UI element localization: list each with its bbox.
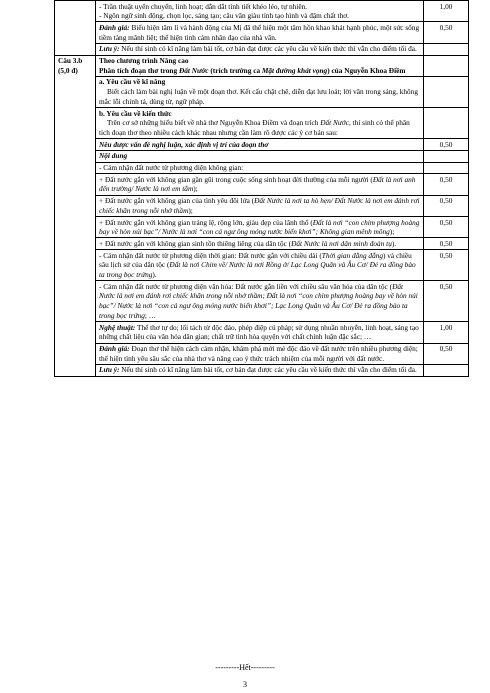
text: ); bbox=[193, 184, 198, 194]
score-cell bbox=[424, 174, 469, 195]
task-title bbox=[99, 66, 420, 76]
criteria-lead: Đánh giá: bbox=[99, 22, 130, 32]
question-cell bbox=[55, 55, 96, 376]
score: 0,50 bbox=[439, 196, 453, 206]
issue-cell bbox=[96, 139, 424, 151]
criteria-cell bbox=[96, 162, 424, 174]
heading-text: a. Yêu cầu về kĩ năng bbox=[99, 77, 166, 87]
skill-row bbox=[55, 76, 469, 107]
question-points bbox=[58, 66, 92, 76]
issue-text: Nêu được vấn đề nghị luận, xác định vị trí của đoạn thơ bbox=[99, 139, 269, 149]
question-header-row bbox=[55, 55, 469, 76]
program-label bbox=[99, 56, 420, 66]
criteria-cell bbox=[96, 322, 424, 343]
criteria-text: Nếu thí sinh có kĩ năng làm bài tốt, cơ bản đạt được các yêu cầu về kiến thức thì vẫn cho điểm tối đa. bbox=[119, 365, 417, 375]
text: (trích trường ca bbox=[208, 65, 262, 75]
score-cell bbox=[424, 195, 469, 216]
score-cell bbox=[424, 55, 469, 76]
knowledge-row bbox=[55, 108, 469, 139]
work-title: Đất Nước bbox=[178, 65, 209, 75]
art-row bbox=[55, 322, 469, 343]
score-cell bbox=[424, 43, 469, 55]
score-cell bbox=[424, 162, 469, 174]
eval-row bbox=[55, 343, 469, 364]
score: 0,50 bbox=[439, 238, 453, 248]
space-intro-row bbox=[55, 162, 469, 174]
text: ). bbox=[391, 238, 397, 248]
text: - Cảm nhận đất nước từ phương diện thời gian: Đất nước gắn với chiều dài ( bbox=[99, 250, 322, 260]
quoted-verse: Thời gian đằng đẵng bbox=[321, 250, 384, 260]
text: Trên cơ sở những hiểu biết về nhà thơ Nguyễn Khoa Điềm và đoạn trích bbox=[107, 118, 321, 128]
question-cell bbox=[55, 1, 96, 56]
text: thí sinh có thể phân tích đoạn thơ theo nhiều cách khác nhau nhưng cần làm rõ được các ý cơ bản sau: bbox=[99, 118, 410, 137]
criteria-row bbox=[55, 43, 469, 55]
score: 0,50 bbox=[439, 250, 453, 260]
score-cell bbox=[424, 238, 469, 250]
skill-heading bbox=[99, 77, 420, 87]
skill-text bbox=[99, 87, 420, 106]
criteria-text: - Trần thuật uyển chuyển, linh hoạt; dẫn dắt tình tiết khéo léo, tự nhiên. - Ngôn ngữ sinh động, chọn lọc, sáng tạo; câu văn giàu tính tạo hình và đậm chất thơ. bbox=[99, 1, 349, 21]
score: 0,50 bbox=[439, 22, 453, 32]
end-marker: ---------Hết--------- bbox=[215, 663, 275, 672]
score: 1,00 bbox=[439, 322, 453, 332]
criteria-text: Đoạn thơ thể hiện cách cảm nhận, khám phá mới mẻ độc đáo về đất nước trên nhiều phương diện; thể hiện tình yêu sâu sắc của nhà thơ và nâng cao ý thức trách nhiệm của mỗi người với đất nước. bbox=[99, 344, 418, 363]
score-cell bbox=[424, 281, 469, 322]
text: ); bbox=[188, 205, 193, 215]
score-cell bbox=[424, 343, 469, 364]
score-cell bbox=[424, 150, 469, 162]
space-item-row bbox=[55, 174, 469, 195]
text: ) và chiều sâu lịch sử của dân tộc ( bbox=[99, 250, 412, 270]
answer-key-table bbox=[54, 0, 469, 377]
time-row bbox=[55, 250, 469, 281]
knowledge-text bbox=[99, 118, 420, 137]
criteria-cell bbox=[96, 43, 424, 55]
heading-text: b. Yêu cầu về kiến thức bbox=[99, 108, 172, 118]
paragraph: Biết cách làm bài nghị luận về một đoạn thơ. Kết cấu chặt chẽ, diễn đạt lưu loát; lời văn trong sáng, không mắc lỗi chính tả, dùng từ, ngữ pháp. bbox=[99, 87, 418, 106]
score-cell bbox=[424, 364, 469, 376]
criteria-cell bbox=[96, 217, 424, 238]
criteria-cell bbox=[96, 195, 424, 216]
text: ); bbox=[389, 227, 395, 237]
note2-row bbox=[55, 364, 469, 376]
criteria-lead: Lưu ý: bbox=[99, 44, 120, 54]
criteria-text: - Cảm nhận đất nước từ phương diện không gian: bbox=[99, 163, 244, 173]
task-cell bbox=[96, 55, 424, 76]
score: 0,50 bbox=[439, 217, 453, 227]
criteria-cell bbox=[96, 343, 424, 364]
text: - Cảm nhận đất nước từ phương diện văn hóa: Đất nước gắn liền với chiều sâu văn hóa của dân tộc ( bbox=[99, 281, 393, 291]
score-cell bbox=[424, 108, 469, 139]
score-cell bbox=[424, 250, 469, 281]
content-heading: Nội dung bbox=[99, 151, 128, 161]
space-item-row bbox=[55, 238, 469, 250]
issue-row bbox=[55, 139, 469, 151]
space-item-row bbox=[55, 217, 469, 238]
quoted-verse: Đất là nơi Chim về/ Nước là nơi Rồng ở/ Lạc Long Quân và Âu Cơ/ Đẻ ra đồng bào ta trong bọc trứng bbox=[99, 260, 416, 280]
criteria-text: Biểu hiện tâm lí và hành động của Mị đã thể hiện một tâm hồn khao khát hạnh phúc, một sức sống tiềm tàng mãnh liệt; thể hiện tình cảm nhân đạo của nhà văn. bbox=[99, 22, 420, 42]
criteria-cell bbox=[96, 22, 424, 43]
quoted-verse: Đất Nước là nơi em đánh rơi chiếc khăn trong nỗi nhớ thầm; Đất là nơi “con chim phượng hoàng bay về hòn núi bạc”/ Nước là nơi “con cá ngư ông móng nước biển khơi”; Lạc Long Quân và Âu Cơ/ Đẻ ra đồng bào ta trong bọc trứng bbox=[99, 281, 418, 320]
criteria-row bbox=[55, 22, 469, 43]
criteria-lead: Lưu ý: bbox=[99, 365, 120, 375]
question-label bbox=[58, 56, 92, 66]
criteria-text: Thể thơ tự do; lối tách từ độc đáo, phép điệp cú pháp; sử dụng nhuần nhuyễn, linh hoạt, sáng tạo những chất liệu của văn hóa dân gian; chất trữ tình hòa quyện với chất chính luận đặc sắc; … bbox=[99, 322, 419, 342]
score: 0,50 bbox=[439, 281, 453, 291]
score-cell bbox=[424, 139, 469, 151]
criteria-cell bbox=[96, 174, 424, 195]
quoted-verse: Đất Nước là nơi dân mình đoàn tụ bbox=[291, 238, 392, 248]
text: + Đất nước gắn với không gian gần gũi trong cuộc sống sinh hoạt đời thường của mỗi người ( bbox=[99, 174, 373, 184]
criteria-text: Nếu thí sinh có kĩ năng làm bài tốt, cơ bản đạt được các yêu cầu về kiến thức thì vẫn cho điểm tối đa. bbox=[119, 44, 417, 54]
program-text: Theo chương trình Nâng cao bbox=[99, 56, 189, 66]
text: + Đất nước gắn với không gian sinh tồn thiêng liêng của dân tộc ( bbox=[99, 238, 292, 248]
text: ). bbox=[152, 270, 157, 280]
score: 0,50 bbox=[439, 174, 453, 184]
question-points-text: (5,0 đ) bbox=[58, 65, 78, 75]
score: 0,50 bbox=[439, 139, 453, 149]
culture-row bbox=[55, 281, 469, 322]
criteria-row bbox=[55, 1, 469, 22]
question-number: Câu 3.b bbox=[58, 56, 83, 66]
score: 0,50 bbox=[439, 344, 453, 353]
text: + Đất nước gắn với không gian của tình yêu đôi lứa ( bbox=[99, 196, 255, 206]
content-heading-row bbox=[55, 150, 469, 162]
knowledge-cell bbox=[96, 108, 424, 139]
text: Phân tích đoạn thơ trong bbox=[99, 65, 179, 75]
skill-cell bbox=[96, 76, 424, 107]
criteria-cell bbox=[96, 1, 424, 22]
quoted-verse: Đất là nơi “con chim phượng hoàng bay về hòn núi bạc”/ Nước là nơi “con cá ngư ông móng nước biển khơi”; Không gian mênh mông bbox=[99, 217, 420, 237]
text: ) của Nguyễn Khoa Điềm bbox=[327, 65, 406, 75]
text: + Đất nước gắn với không gian tráng lệ, rộng lớn, giàu đẹp của lãnh thổ ( bbox=[99, 217, 313, 227]
score-cell bbox=[424, 76, 469, 107]
score-cell bbox=[424, 322, 469, 343]
work-title: Đất Nước, bbox=[320, 118, 351, 128]
page-number: 3 bbox=[243, 680, 247, 689]
score-cell bbox=[424, 22, 469, 43]
score: 1,00 bbox=[439, 1, 453, 11]
work-title: Mặt đường khát vọng bbox=[261, 65, 328, 75]
quoted-verse: Đất là nơi anh đến trường/ Nước là nơi em tắm bbox=[99, 174, 416, 194]
space-item-row bbox=[55, 195, 469, 216]
criteria-cell bbox=[96, 364, 424, 376]
quoted-verse: Đất Nước là nơi ta hò hẹn/ Đất Nước là nơi em đánh rơi chiếc khăn trong nỗi nhớ thầm bbox=[99, 196, 420, 215]
criteria-cell bbox=[96, 238, 424, 250]
content-heading-cell bbox=[96, 150, 424, 162]
criteria-lead: Nghệ thuật: bbox=[99, 322, 136, 332]
score-cell bbox=[424, 1, 469, 22]
knowledge-heading bbox=[99, 109, 420, 119]
text: ; … bbox=[144, 310, 157, 320]
criteria-cell bbox=[96, 250, 424, 281]
criteria-cell bbox=[96, 281, 424, 322]
score-cell bbox=[424, 217, 469, 238]
criteria-lead: Đánh giá: bbox=[99, 344, 130, 353]
